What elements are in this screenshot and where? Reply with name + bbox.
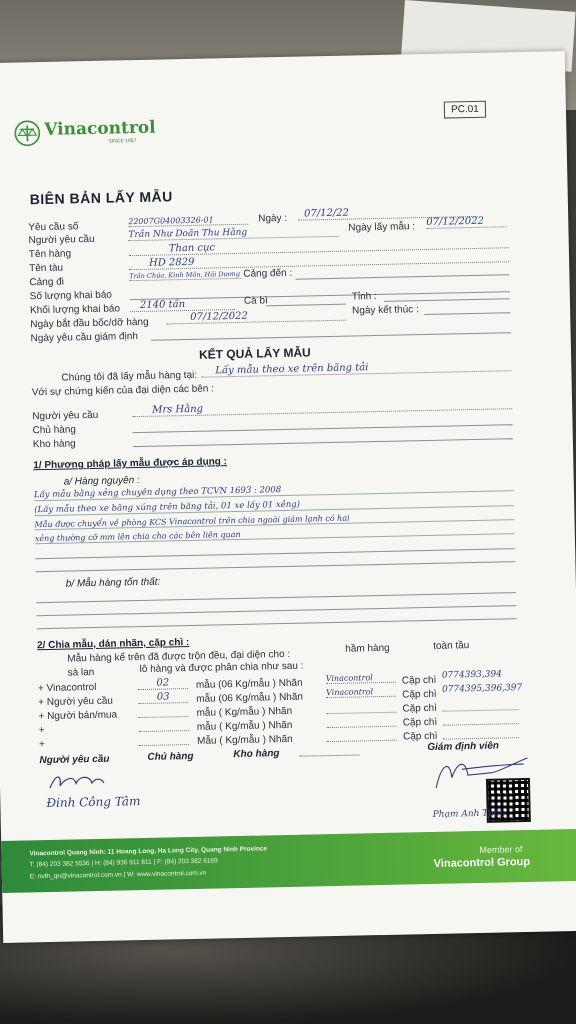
arr-port-label: Cảng đến : [243, 267, 293, 280]
sig-warehouse-label: Kho hàng [233, 748, 280, 761]
split-unit: mẫu (06 Kg/mẫu ) Nhãn [196, 691, 304, 705]
goods-label: Tên hàng [28, 248, 72, 261]
split-label-value: Vinacontrol [326, 687, 396, 698]
requester-signature [46, 769, 106, 794]
start-date-label: Ngày bắt đầu bốc/dỡ hàng [30, 316, 149, 331]
witness-warehouse-line [133, 438, 513, 447]
split-text-barge: sà lan [67, 667, 95, 679]
dep-port-value: Trần Chúa, Kinh Môn, Hải Dương [129, 269, 241, 281]
split-qty [138, 705, 188, 718]
split-who: + [39, 739, 46, 751]
sig-warehouse-dots [299, 754, 359, 756]
split-who: + [38, 725, 45, 737]
split-who: + Người yêu cầu [38, 695, 114, 709]
vinacontrol-logo [14, 115, 165, 150]
req-no-label: Yêu cầu số [28, 221, 79, 234]
split-seal-label: Cặp chì [402, 688, 437, 701]
split-label-value [327, 729, 397, 742]
split-unit: mẫu ( Kg/mẫu ) Nhãn [196, 719, 293, 733]
lot-label: Cà bì [243, 295, 268, 307]
dep-port-label: Cảng đi [29, 276, 65, 289]
vessel-label: Tên tàu [29, 262, 64, 275]
inspect-date-line [151, 332, 511, 341]
requester-signed-name: Đinh Công Tâm [46, 794, 141, 811]
sample-date-label: Ngày lấy mẫu : [348, 221, 416, 234]
brand-name: Vinacontrol [44, 117, 156, 140]
form-code: PC.01 [444, 101, 486, 119]
vessel-value: HD 2829 [129, 250, 509, 270]
province-label: Tỉnh : [351, 291, 377, 303]
req-no-value: 22007G04003326-01 [128, 215, 248, 228]
sig-requester-label: Người yêu cầu [39, 753, 110, 767]
method-blank-2 [35, 561, 515, 572]
date-label: Ngày : [258, 212, 288, 225]
witness-requester-value: Mrs Hằng [132, 397, 512, 417]
split-qty [139, 733, 189, 746]
split-seal-label: Cặp chì [402, 716, 438, 729]
split-who: + Vinacontrol [37, 681, 97, 695]
footer-phones: T: (84) 203 382 5536 | H: (84) 936 911 811 | F: (84) 203 382 6169 [29, 857, 218, 869]
split-seal-value: 0774393,394 [441, 669, 502, 681]
method-title: 1/ Phương pháp lấy mẫu được áp dụng : [33, 456, 228, 472]
split-seal-label: Cặp chì [401, 674, 437, 687]
result-title: KẾT QUẢ LẤY MẪU [198, 345, 311, 362]
sig-owner-label: Chủ hàng [147, 750, 194, 763]
split-unit: mẫu ( Kg/mẫu ) Nhãn [196, 705, 293, 719]
split-seal-value [443, 726, 519, 740]
brand-since: SINCE 1957 [108, 138, 137, 145]
document-page [0, 51, 576, 943]
split-qty: 03 [138, 691, 188, 704]
damaged-label: b/ Mẫu hàng tổn thất: [65, 576, 161, 590]
split-who: + Người bán/mua [38, 709, 118, 723]
split-seal-value [442, 698, 518, 712]
result-witness: Với sự chứng kiến của đại diện các bên : [31, 383, 215, 399]
split-label-value [326, 701, 396, 714]
inspector-signed-name: Phạm Anh Tuấn [432, 808, 506, 820]
split-opt-hold: hầm hàng [345, 642, 390, 655]
scale-icon [14, 120, 41, 147]
split-label-value [327, 715, 397, 728]
witness-owner-label: Chủ hàng [32, 424, 77, 437]
method-blank-1 [35, 548, 515, 559]
end-date-line [424, 312, 510, 315]
sample-date-value: 07/12/2022 [426, 215, 506, 229]
split-unit: Mẫu ( Kg/mẫu ) Nhãn [196, 733, 293, 747]
weight-label: Khối lượng khai báo [29, 303, 121, 317]
split-seal-label: Cặp chì [402, 702, 438, 715]
split-qty [139, 719, 189, 732]
method-line-4: xẻng thường cỡ mm lên chia cho các bên liên quan [35, 524, 515, 544]
footer-member: Member of [479, 844, 523, 855]
method-line-1: Lấy mẫu bằng xẻng chuyên dụng theo TCVN 1693 : 2008 [34, 480, 514, 501]
split-text-1: Mẫu hàng kể trên đã được trộn đều, đại diện cho : [67, 648, 291, 665]
inspect-date-label: Ngày yêu cầu giám định [30, 331, 139, 345]
qty-label: Số lượng khai báo [29, 289, 113, 303]
result-intro-value: Lấy mẫu theo xe trên bãng tải [201, 359, 511, 377]
requester-label: Người yêu cầu [28, 233, 95, 247]
result-intro: Chúng tôi đã lấy mẫu hàng tại: [61, 369, 198, 384]
arr-port-line [295, 274, 509, 279]
weight-value: 2140 tấn [130, 298, 235, 312]
date-value: 07/12/22 [298, 205, 478, 221]
sig-inspector-label: Giám định viên [427, 740, 500, 754]
method-line-3: Mẫu được chuyển về phòng KCS Vinacontrol trên chia ngoài giám lạnh có hai [34, 510, 514, 530]
split-seal-value [443, 712, 519, 726]
method-goods-label: a/ Hàng nguyên : [63, 475, 140, 488]
damaged-line-1 [36, 592, 516, 603]
end-date-label: Ngày kết thúc : [352, 304, 419, 317]
split-seal-value: 0774395,396,397 [441, 683, 523, 695]
split-qty: 02 [138, 677, 188, 690]
split-seal-label: Cặp chì [402, 730, 438, 743]
requester-value: Trần Như Doãn Thu Hằng [128, 226, 338, 241]
witness-requester-label: Người yêu cầu [32, 409, 99, 423]
damaged-line-2 [36, 605, 516, 616]
witness-warehouse-label: Kho hàng [32, 438, 76, 451]
footer-group: Vinacontrol Group [433, 855, 531, 870]
witness-owner-line [133, 424, 513, 433]
footer-address: Vinacontrol Quang Ninh: 11 Hoang Long, Ha Long City, Quang Ninh Province [29, 845, 268, 858]
split-text-lot: lô hàng và được phân chia như sau : [139, 660, 304, 676]
split-unit: mẫu (06 Kg/mẫu ) Nhãn [195, 677, 303, 691]
split-opt-vessel: toàn tầu [433, 640, 470, 652]
document-title: BIÊN BẢN LẤY MẪU [29, 188, 173, 208]
split-label-value: Vinacontrol [326, 673, 396, 684]
goods-value: Than cục [129, 236, 509, 256]
damaged-line-3 [37, 618, 517, 629]
province-line [384, 298, 510, 302]
method-line-2: (Lấy mẫu theo xe băng xúng trên băng tải, 01 xe lấy 01 xẻng) [34, 495, 514, 516]
footer-band [1, 829, 576, 893]
start-date-value: 07/12/2022 [166, 309, 346, 325]
lot-line [266, 304, 346, 307]
split-title: 2/ Chia mẫu, dán nhãn, cặp chì : [36, 637, 190, 652]
footer-email-web: E: nvth_qn@vinacontrol.com.vn | W: www.vinacontrol.com.vn [29, 869, 207, 881]
